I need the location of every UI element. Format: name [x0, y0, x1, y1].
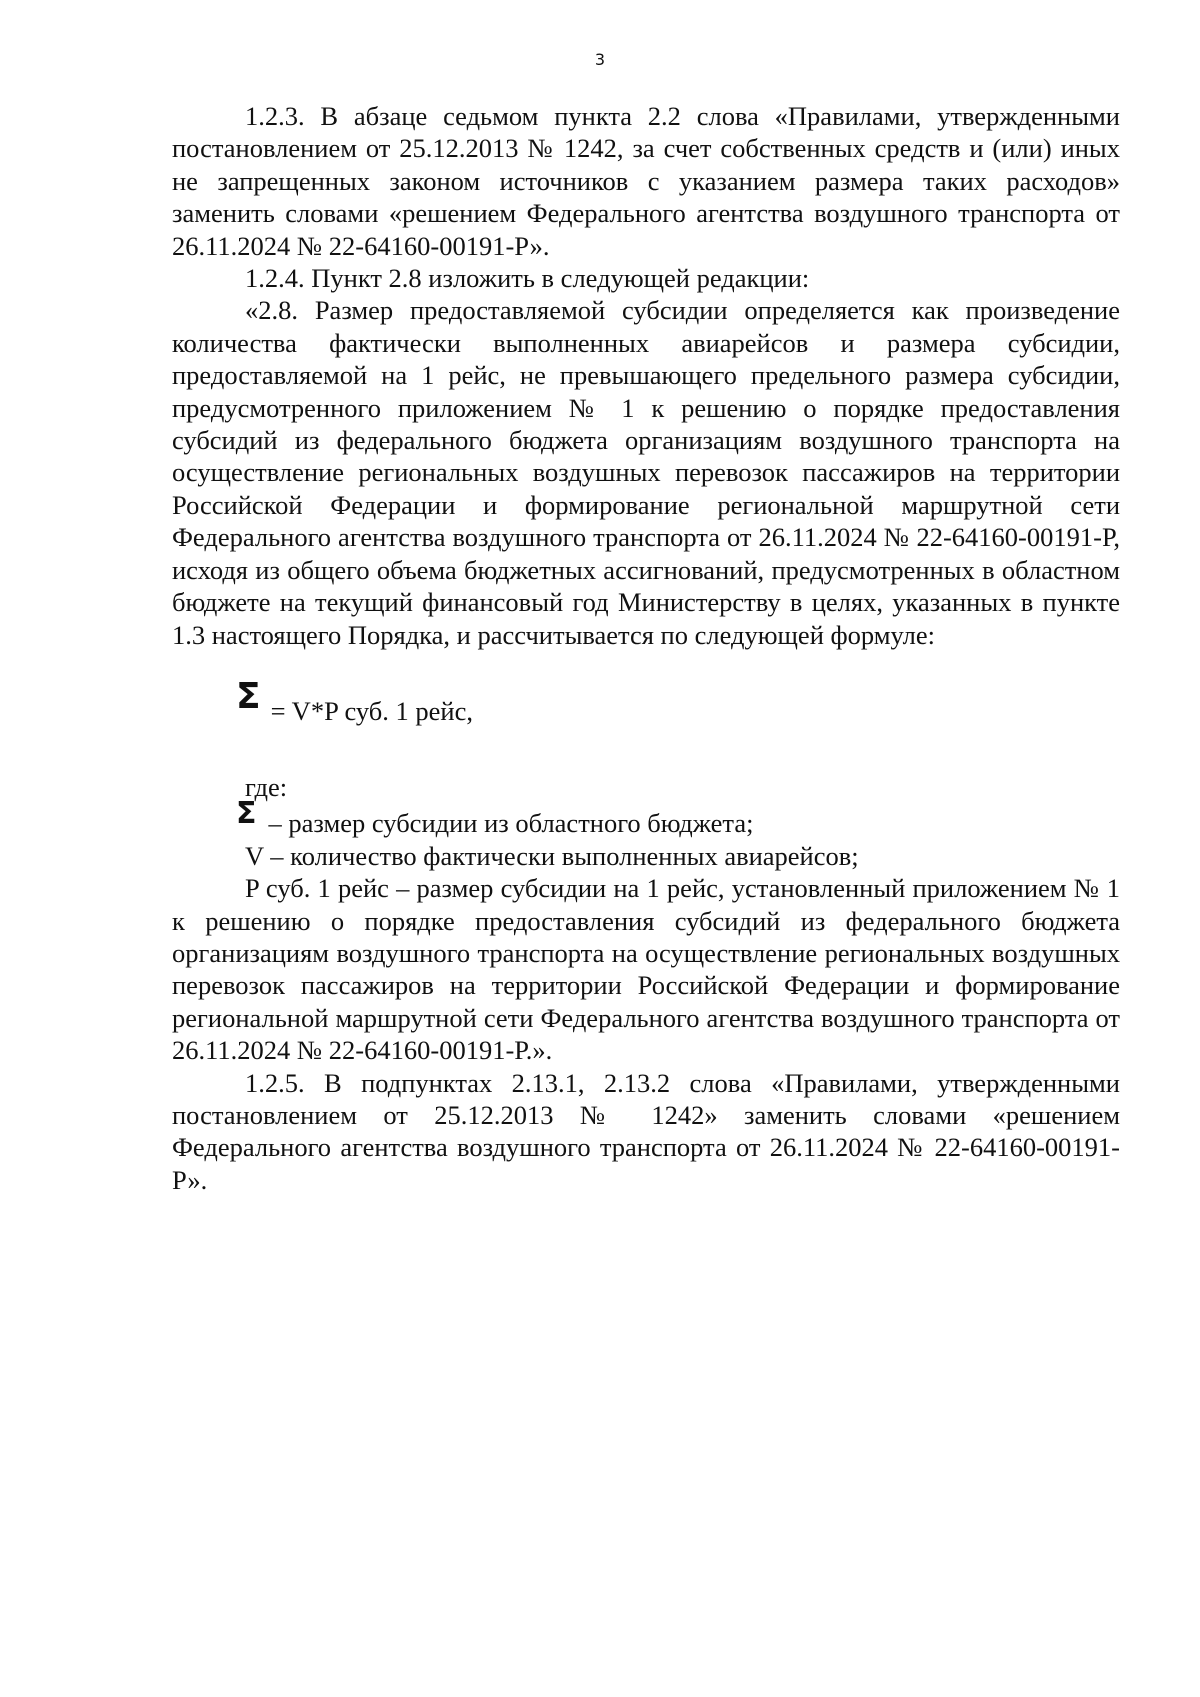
page-number: 3	[594, 50, 606, 69]
formula-expression: = V*P суб. 1 рейс,	[270, 695, 473, 726]
sigma-symbol-definition: Σ	[236, 796, 257, 832]
paragraph-1-2-3: 1.2.3. В абзаце седьмом пункта 2.2 слова «Правилами, утвержденными постановлением от 25.12.2013 № 1242, за счет собственных средств и (или) иных не запрещенных законом источников с указанием размера таких расходов» заменить словами «решением Федерального агентства воздушного транспорта от 26.11.2024 № 22-64160-00191-Р».	[172, 101, 1120, 261]
paragraph-2-8: «2.8. Размер предоставляемой субсидии определяется как произведение количества фактически выполненных авиарейсов и размера субсидии, предоставляемой на 1 рейс, не превышающего предельного размера субсидии, предусмотренного приложением № 1 к решению о порядке предоставления субсидий из федерального бюджета организациям воздушного транспорта на осуществление региональных воздушных перевозок пассажиров на территории Российской Федерации и формирование региональной маршрутной сети Федерального агентства воздушного транспорта от 26.11.2024 № 22-64160-00191-Р, исходя из общего объема бюджетных ассигнований, предусмотренных в областном бюджете на текущий финансовый год Министерству в целях, указанных в пункте 1.3 настоящего Порядка, и рассчитывается по следующей формуле:	[172, 295, 1120, 650]
where-label: где:	[245, 771, 288, 802]
definition-p: P суб. 1 рейс – размер субсидии на 1 рейс, установленный приложением № 1 к решению о порядке предоставления субсидий из федерального бюджета организациям воздушного транспорта на осуществление региональных воздушных перевозок пассажиров на территории Российской Федерации и формирование региональной маршрутной сети Федерального агентства воздушного транспорта от 26.11.2024 № 22-64160-00191-Р.».	[172, 873, 1120, 1066]
formula	[172, 675, 1120, 741]
definition-v: V – количество фактически выполненных авиарейсов;	[245, 840, 859, 871]
paragraph-1-2-5: 1.2.5. В подпунктах 2.13.1, 2.13.2 слова «Правилами, утвержденными постановлением от 25.12.2013 № 1242» заменить словами «решением Федерального агентства воздушного транспорта от 26.11.2024 № 22-64160-00191-Р».	[172, 1067, 1120, 1195]
document-body	[172, 100, 1120, 1196]
sigma-symbol: Σ	[236, 675, 261, 717]
paragraph-1-2-4: 1.2.4. Пункт 2.8 изложить в следующей редакции:	[245, 263, 810, 294]
definition-sigma-text: – размер субсидии из областного бюджета;	[268, 808, 754, 839]
definition-sigma	[172, 796, 1120, 839]
